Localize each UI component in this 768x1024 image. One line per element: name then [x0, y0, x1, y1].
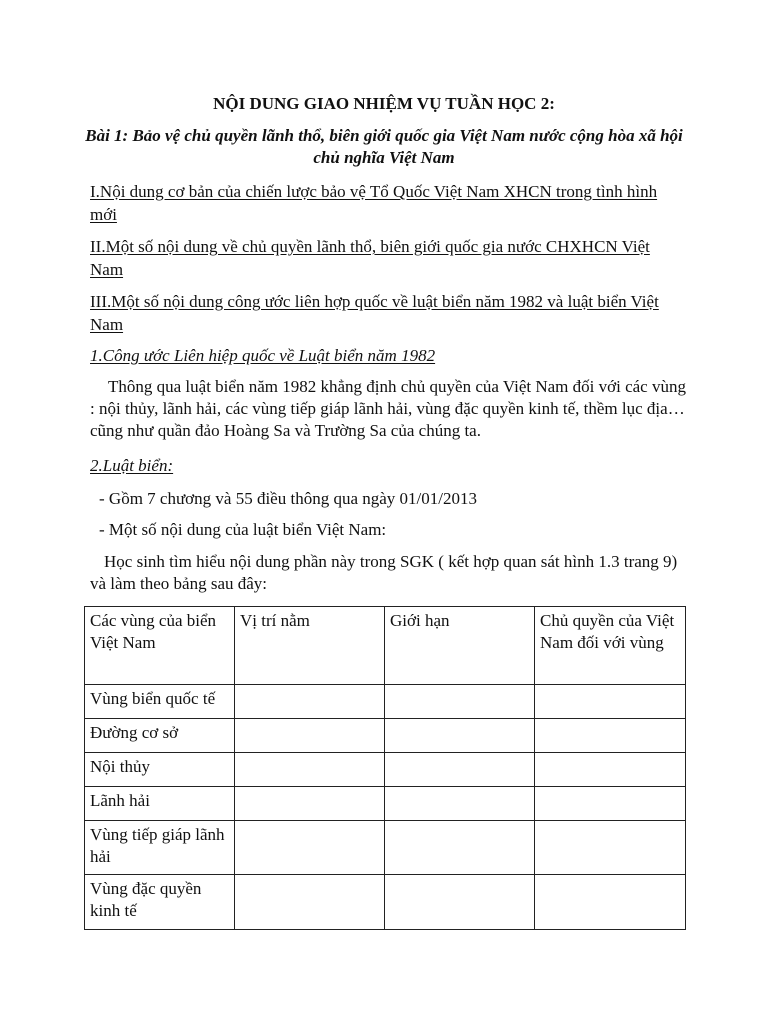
- table-cell-location[interactable]: [235, 787, 385, 821]
- table-cell-limit[interactable]: [385, 875, 535, 930]
- table-header-row: [85, 607, 686, 685]
- table-cell-limit[interactable]: [385, 821, 535, 875]
- bullet-item-2: - Một số nội dung của luật biển Việt Nam:: [99, 520, 387, 539]
- table-cell-limit[interactable]: [385, 787, 535, 821]
- header-cell-limit: Giới hạn: [385, 607, 535, 685]
- table-row: [85, 821, 686, 875]
- paragraph-1: Thông qua luật biển năm 1982 khẳng định chủ quyền của Việt Nam đối với các vùng : nội thủy, lãnh hải, các vùng tiếp giáp lãnh hải, vùng đặc quyền kinh tế, thềm lục địa…cũng như quần đảo Hoàng Sa và Trường Sa của chúng ta.: [90, 377, 686, 440]
- table-cell-zone: Vùng tiếp giáp lãnh hải: [85, 821, 235, 875]
- header-cell-location: Vị trí nằm: [235, 607, 385, 685]
- table-row: [85, 719, 686, 753]
- header-cell-zone: Các vùng của biển Việt Nam: [85, 607, 235, 685]
- section-heading-3: III.Một số nội dung công ước liên hợp quốc về luật biển năm 1982 và luật biển Việt Nam: [90, 292, 659, 334]
- table-cell-location[interactable]: [235, 821, 385, 875]
- table-cell-sovereignty[interactable]: [535, 821, 686, 875]
- table-cell-location[interactable]: [235, 719, 385, 753]
- table-cell-limit[interactable]: [385, 753, 535, 787]
- table-cell-sovereignty[interactable]: [535, 787, 686, 821]
- bullet-item-1: - Gồm 7 chương và 55 điều thông qua ngày 01/01/2013: [99, 489, 477, 508]
- table-cell-zone: Đường cơ sở: [85, 719, 235, 753]
- section-heading-2: II.Một số nội dung về chủ quyền lãnh thổ, biên giới quốc gia nước CHXHCN Việt Nam: [90, 237, 650, 279]
- subsection-heading-1: 1.Công ước Liên hiệp quốc về Luật biển năm 1982: [90, 346, 436, 365]
- table-row: [85, 685, 686, 719]
- table-row: [85, 787, 686, 821]
- table-cell-location[interactable]: [235, 875, 385, 930]
- subsection-heading-2: 2.Luật biển:: [90, 456, 174, 475]
- table-cell-sovereignty[interactable]: [535, 719, 686, 753]
- table-cell-limit[interactable]: [385, 685, 535, 719]
- table-cell-limit[interactable]: [385, 719, 535, 753]
- paragraph-2: Học sinh tìm hiểu nội dung phần này trong SGK ( kết hợp quan sát hình 1.3 trang 9) và làm theo bảng sau đây:: [90, 552, 678, 593]
- table-cell-sovereignty[interactable]: [535, 875, 686, 930]
- table-cell-zone: Lãnh hải: [85, 787, 235, 821]
- table-cell-zone: Vùng đặc quyền kinh tế: [85, 875, 235, 930]
- main-title: NỘI DUNG GIAO NHIỆM VỤ TUẦN HỌC 2:: [213, 94, 555, 113]
- table-cell-sovereignty[interactable]: [535, 753, 686, 787]
- table-row: [85, 875, 686, 930]
- table-row: [85, 753, 686, 787]
- lesson-title: Bài 1: Bảo vệ chủ quyền lãnh thổ, biên giới quốc gia Việt Nam nước cộng hòa xã hội chủ nghĩa Việt Nam: [85, 126, 683, 167]
- table-cell-zone: Vùng biển quốc tế: [85, 685, 235, 719]
- table-cell-zone: Nội thủy: [85, 753, 235, 787]
- table-cell-sovereignty[interactable]: [535, 685, 686, 719]
- sea-zones-table: [84, 606, 686, 930]
- header-cell-sovereignty: Chủ quyền của Việt Nam đối với vùng: [535, 607, 686, 685]
- section-heading-1: I.Nội dung cơ bản của chiến lược bảo vệ Tổ Quốc Việt Nam XHCN trong tình hình mới: [90, 182, 658, 224]
- table-cell-location[interactable]: [235, 753, 385, 787]
- table-cell-location[interactable]: [235, 685, 385, 719]
